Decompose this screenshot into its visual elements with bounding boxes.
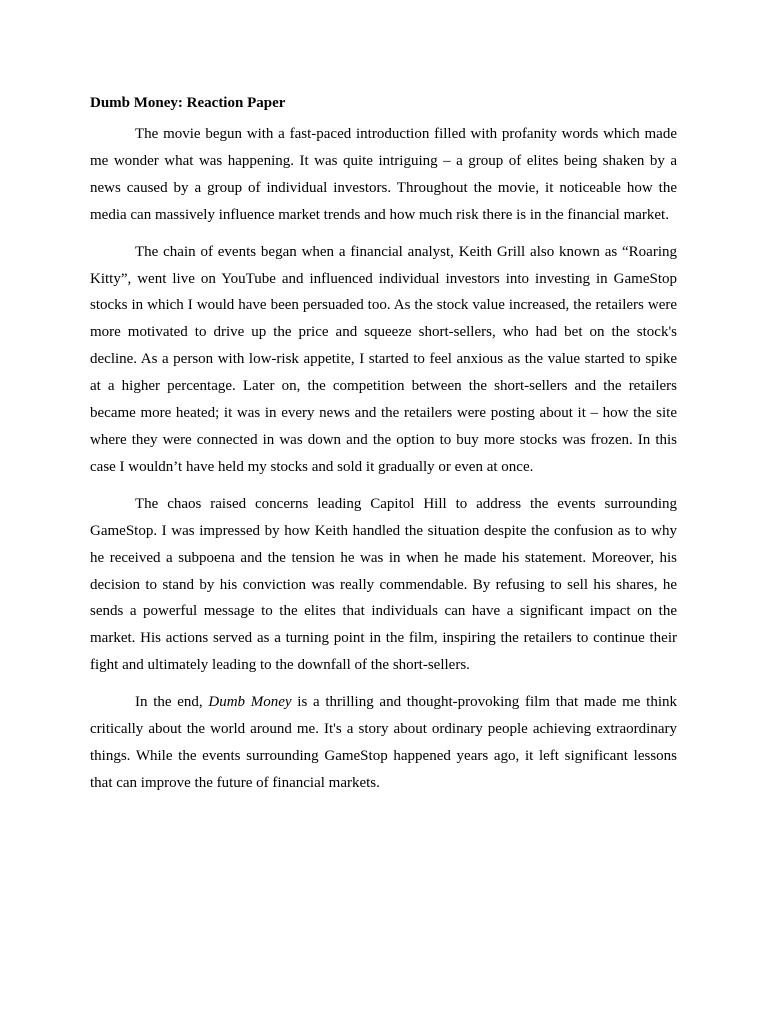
paragraph-introduction: The movie begun with a fast-paced introduction filled with profanity words which made me wonder what was happening. It was quite intriguing – a group of elites being shaken by a news caused by a group of individual investors. Throughout the movie, it noticeable how the media can massively influence market trends and how much risk there is in the financial market. (90, 126, 677, 223)
conclusion-text-end: is a thrilling and thought-provoking film that made me think critically about the world around me. It's a story about ordinary people achieving extraordinary things. While the events surrounding GameStop happened years ago, it left significant lessons that can improve the future of financial markets. (90, 694, 677, 791)
film-title-italic: Dumb Money (208, 694, 292, 711)
document-page (90, 93, 677, 807)
paragraph-capitol-hill: The chaos raised concerns leading Capitol Hill to address the events surrounding GameStop. I was impressed by how Keith handled the situation despite the confusion as to why he received a subpoena and the tension he was in when he made his statement. Moreover, his decision to stand by his conviction was really commendable. By refusing to sell his shares, he sends a powerful message to the elites that individuals can have a significant impact on the market. His actions served as a turning point in the film, inspiring the retailers to continue their fight and ultimately leading to the downfall of the short-sellers. (90, 495, 677, 674)
conclusion-text-start: In the end, (135, 694, 209, 711)
paragraph-conclusion (90, 689, 677, 797)
paragraph-chain-of-events: The chain of events began when a financial analyst, Keith Grill also known as “Roaring Kitty”, went live on YouTube and influenced individual investors into investing in GameStop stocks in which I would have been persuaded too. As the stock value increased, the retailers were more motivated to drive up the price and squeeze short-sellers, who had bet on the stock's decline. As a person with low-risk appetite, I started to feel anxious as the value started to spike at a higher percentage. Later on, the competition between the short-sellers and the retailers became more heated; it was in every news and the retailers were posting about it – how the site where they were connected in was down and the option to buy more stocks was frozen. In this case I wouldn’t have held my stocks and sold it gradually or even at once. (90, 243, 677, 475)
document-title: Dumb Money: Reaction Paper (90, 95, 286, 111)
